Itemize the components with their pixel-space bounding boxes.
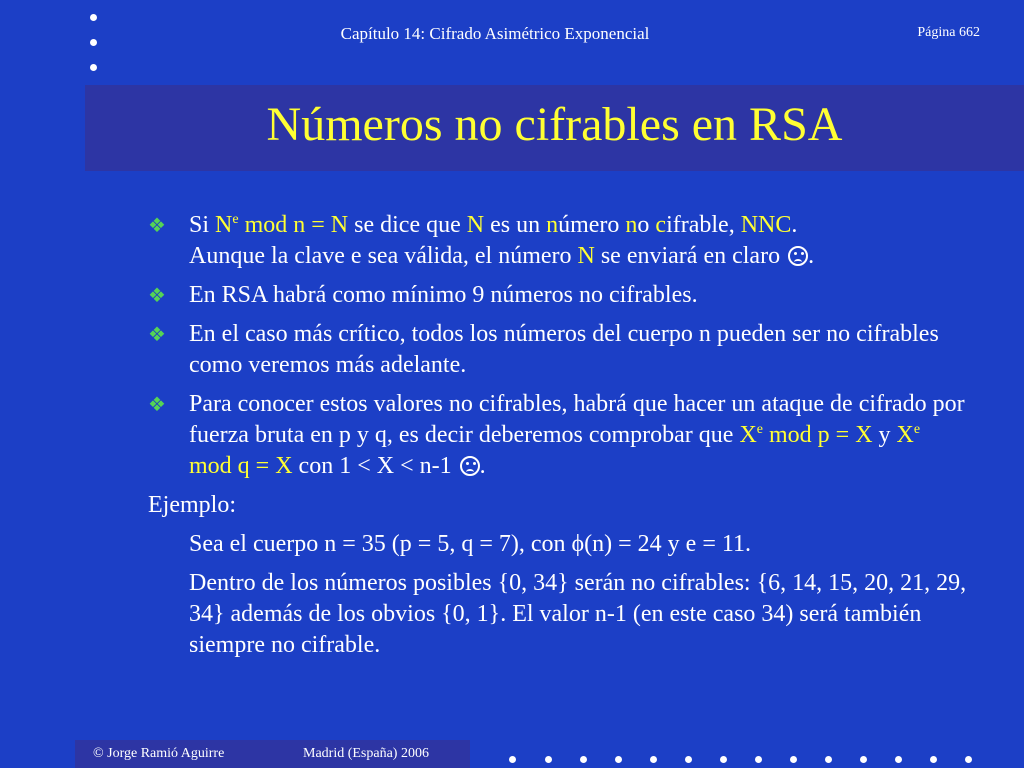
- decor-dot: [545, 756, 552, 763]
- footer-copyright: © Jorge Ramió Aguirre: [93, 746, 225, 761]
- chapter-header: Capítulo 14: Cifrado Asimétrico Exponencial: [340, 24, 650, 43]
- decor-dot: [860, 756, 867, 763]
- decor-dot: [650, 756, 657, 763]
- example-line: Dentro de los números posibles {0, 34} serán no cifrables: {6, 14, 15, 20, 21, 29, 34} además de los obvios {0, 1}. El valor n-1 (en este caso 34) será también siempre no cifrable.: [189, 570, 967, 658]
- decor-dot: [580, 756, 587, 763]
- sad-face-icon: [788, 246, 808, 266]
- diamond-bullet-icon: ❖: [148, 324, 166, 346]
- decor-dot: [895, 756, 902, 763]
- decor-dot: [615, 756, 622, 763]
- decor-dot: [825, 756, 832, 763]
- decor-dot: [90, 39, 97, 46]
- diamond-bullet-icon: ❖: [148, 285, 166, 307]
- slide-title: Números no cifrables en RSA: [266, 98, 843, 151]
- bullet-item: [148, 319, 968, 381]
- example-label: Ejemplo:: [148, 492, 236, 518]
- bullet-item: [148, 280, 968, 311]
- example-line: Sea el cuerpo n = 35 (p = 5, q = 7), con ϕ(n) = 24 y e = 11.: [189, 531, 751, 557]
- sad-face-icon: [460, 456, 480, 476]
- decor-dot: [685, 756, 692, 763]
- decor-dot: [790, 756, 797, 763]
- diamond-bullet-icon: ❖: [148, 394, 166, 416]
- bullet-text: Para conocer estos valores no cifrables, habrá que hacer un ataque de cifrado por fuerza bruta en p y q, es decir deberemos comprobar que Xe mod p = X y Xe mod q = X con 1 < X < n-1 .: [189, 391, 965, 479]
- decor-dot: [755, 756, 762, 763]
- decor-dot: [90, 64, 97, 71]
- bullet-text: En el caso más crítico, todos los números del cuerpo n pueden ser no cifrables como veremos más adelante.: [189, 321, 939, 378]
- page-number: Página 662: [917, 25, 980, 40]
- title-band: [85, 85, 1024, 171]
- diamond-bullet-icon: ❖: [148, 215, 166, 237]
- footer-band: [75, 740, 470, 768]
- decor-dot: [930, 756, 937, 763]
- decor-dot: [509, 756, 516, 763]
- bullet-item: [148, 389, 968, 482]
- decor-dot: [965, 756, 972, 763]
- bullet-item: [148, 210, 968, 272]
- footer-location: Madrid (España) 2006: [303, 746, 429, 761]
- bullet-text: Si $N^e$ mod n = N se dice que N es un número no cifrable, NNC. Aunque la clave e sea válida, el número N se enviará en claro .: [189, 212, 815, 269]
- decor-dot: [90, 14, 97, 21]
- decor-dot: [720, 756, 727, 763]
- bullet-text: En RSA habrá como mínimo 9 números no cifrables.: [189, 282, 698, 308]
- slide-content: [148, 210, 968, 669]
